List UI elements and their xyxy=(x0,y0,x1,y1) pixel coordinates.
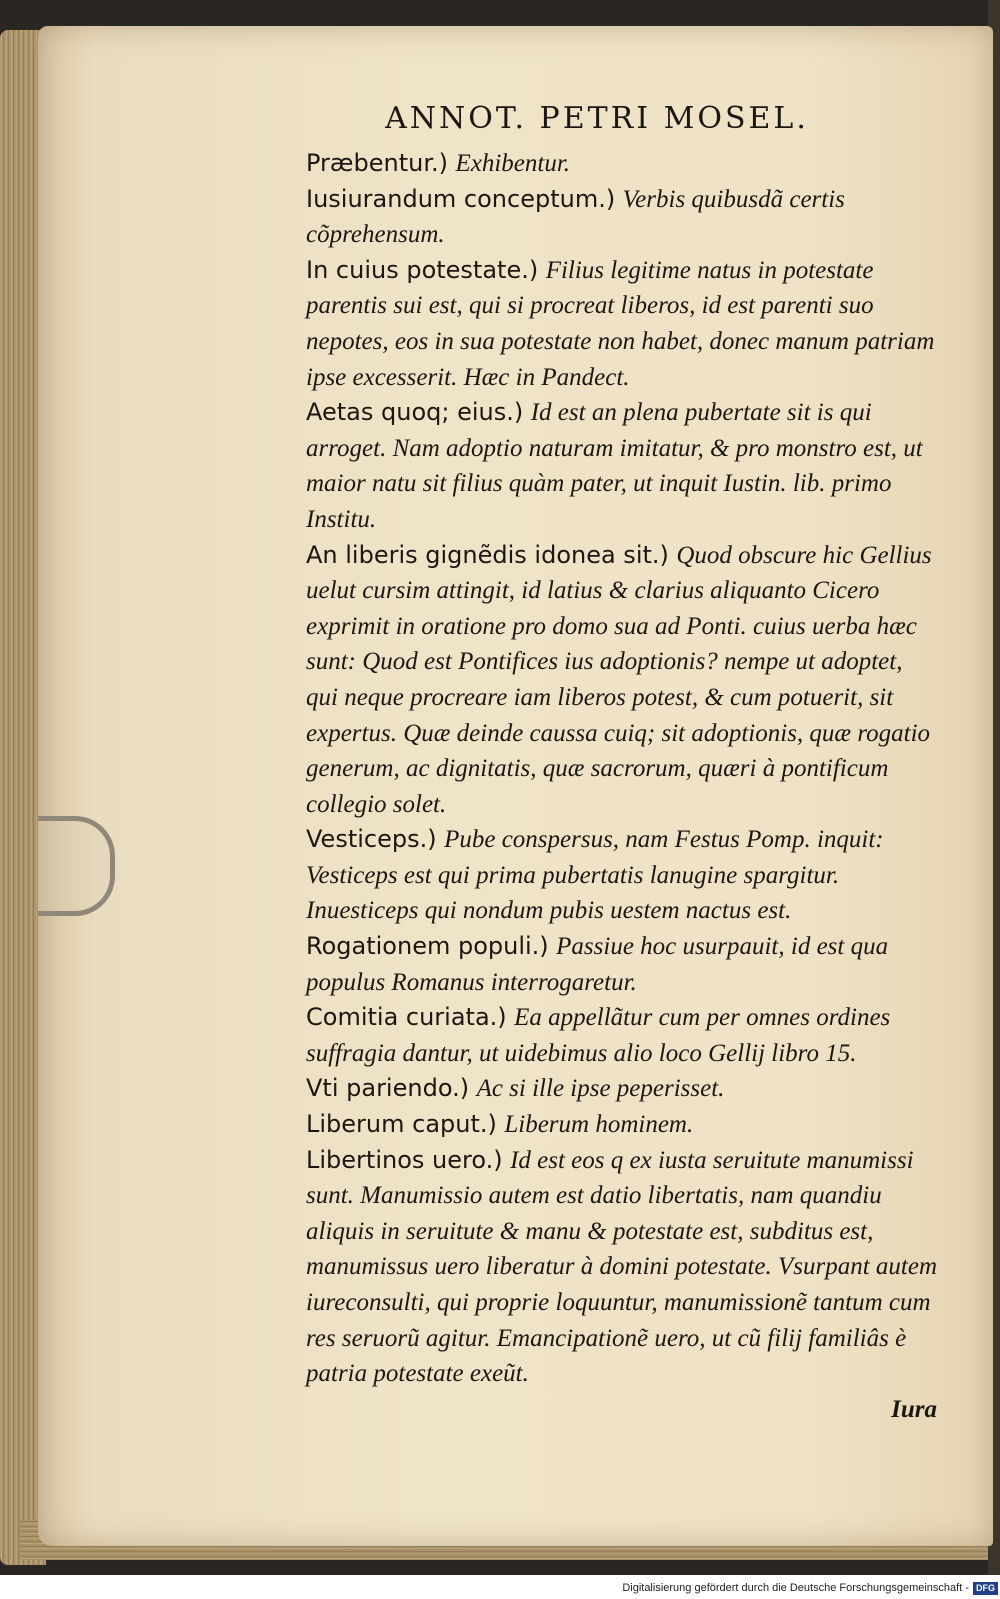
catchword: Iura xyxy=(891,1395,937,1423)
gloss: Liberum hominem. xyxy=(504,1111,694,1139)
annotation-entry xyxy=(272,1071,937,1107)
annotation-entry xyxy=(272,822,937,929)
text-block xyxy=(272,100,937,1424)
lemma: In cuius potestate.) xyxy=(306,255,539,284)
gloss: Exhibentur. xyxy=(455,150,571,177)
lemma: Liberum caput.) xyxy=(306,1110,497,1139)
annotation-entry xyxy=(272,253,937,395)
page-clip xyxy=(38,816,115,916)
gloss: Filius legitime natus in potestate parentis sui est, qui si procreat liberos, id est parenti suo nepotes, eos in sua potestate non habet, donec manum patriam ipse excesserit. Hæc in Pandect. xyxy=(306,256,935,391)
gloss: Verbis quibusdã certis cõprehensum. xyxy=(306,185,845,249)
annotation-entry xyxy=(272,1107,937,1143)
lemma: Vesticeps.) xyxy=(306,825,437,854)
lemma: An liberis gignẽdis idonea sit.) xyxy=(306,540,669,569)
lemma: Rogationem populi.) xyxy=(306,932,549,961)
digitization-footer xyxy=(0,1578,998,1599)
footer-text: Digitalisierung gefördert durch die Deutsche Forschungsgemeinschaft - xyxy=(622,1582,969,1594)
annotation-list xyxy=(272,146,937,1392)
lemma: Libertinos uero.) xyxy=(306,1145,503,1174)
annotation-entry xyxy=(272,538,937,823)
annotation-entry xyxy=(272,929,937,1000)
gloss: Pube conspersus, nam Festus Pomp. inquit: Vesticeps est qui prima pubertatis lanugine spargitur. Inuesticeps qui nondum pubis uestem nactus est. xyxy=(306,826,884,925)
gloss: Id est eos q ex iusta seruitute manumissi sunt. Manumissio autem est datio libertatis, nam quandiu aliquis in seruitute & manu & potestate est, subditus est, manumissus uero liberatur à domini potestate. Vsurpant autem iureconsulti, qui proprie loquuntur, manumissionẽ tantum cum res seruorũ agitur. Emancipationẽ uero, ut cũ filij familiâs è patria potestate exeũt. xyxy=(306,1146,938,1388)
running-head: ANNOT. PETRI MOSEL. xyxy=(385,101,809,136)
lemma: Vti pariendo.) xyxy=(306,1074,470,1103)
annotation-entry xyxy=(272,146,937,182)
lemma: Iusiurandum conceptum.) xyxy=(306,184,616,213)
annotation-entry xyxy=(272,1143,937,1392)
gloss: Passiue hoc usurpauit, id est qua populus Romanus interrogaretur. xyxy=(306,933,889,996)
annotation-entry xyxy=(272,395,937,537)
gloss: Id est an plena pubertate sit is qui arroget. Nam adoptio naturam imitatur, & pro monstro est, ut maior natu sit filius quàm pater, ut inquit Iustin. lib. primo Institu. xyxy=(306,399,923,533)
lemma: Præbentur.) xyxy=(306,149,448,177)
lemma: Aetas quoq; eius.) xyxy=(306,398,524,427)
gloss: Ac si ille ipse peperisset. xyxy=(476,1075,725,1103)
dfg-logo: DFG xyxy=(973,1582,998,1595)
annotation-entry xyxy=(272,182,937,253)
gloss: Quod obscure hic Gellius uelut cursim attingit, id latius & clarius aliquanto Cicero exprimit in oratione pro domo sua ad Ponti. cuius uerba hæc sunt: Quod est Pontifices ius adoptionis? nempe ut adoptet, qui neque procreare iam liberos potest, & cum potuerit, sit expertus. Quæ deinde caussa cuiq; sit adoptionis, quæ rogatio generum, ac dignitatis, quæ sacrorum, quæri à pontificum collegio solet. xyxy=(306,541,932,818)
annotation-entry xyxy=(272,1000,937,1071)
gloss: Ea appellãtur cum per omnes ordines suffragia dantur, ut uidebimus alio loco Gellij libro 15. xyxy=(306,1004,891,1067)
lemma: Comitia curiata.) xyxy=(306,1003,507,1032)
